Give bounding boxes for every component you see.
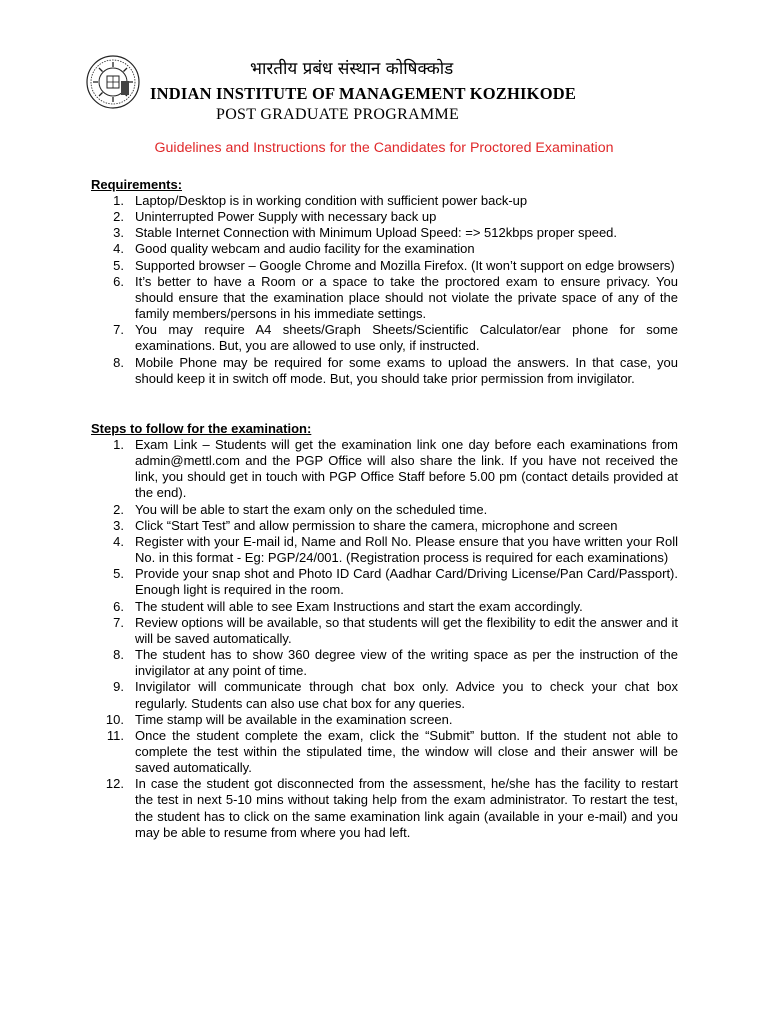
programme-name: POST GRADUATE PROGRAMME (216, 106, 460, 123)
list-item: 5. Supported browser – Google Chrome and Mozilla Firefox. (It won’t support on edge browsers) (113, 257, 675, 273)
list-item: 5. Provide your snap shot and Photo ID Card (Aadhar Card/Driving License/Pan Card/Passport). Enough light is required in the room. (113, 566, 678, 598)
list-item: 4. Good quality webcam and audio facility for the examination (113, 241, 475, 257)
institute-name-hindi: भारतीय प्रबंध संस्थान कोषिक्कोड (250, 59, 454, 79)
list-item: 3. Click “Start Test” and allow permission to share the camera, microphone and screen (113, 517, 618, 533)
institute-name: INDIAN INSTITUTE OF MANAGEMENT KOZHIKODE (150, 84, 577, 103)
iim-kozhikode-logo-icon (80, 54, 146, 110)
steps-heading: Steps to follow for the examination: (91, 421, 312, 436)
steps-list (90, 437, 678, 841)
document-title: Guidelines and Instructions for the Candidates for Proctored Examination (154, 140, 614, 156)
list-item: 4. Register with your E-mail id, Name and Roll No. Please ensure that you have written your Roll No. in this format - Eg: PGP/24/001. (Registration process is required for each examinations) (113, 533, 678, 566)
list-item: 7. You may require A4 sheets/Graph Sheets/Scientific Calculator/ear phone for some examinations. But, you are allowed to use only, if instructed. (113, 322, 678, 354)
list-item: 9. Invigilator will communicate through chat box only. Advice you to check your chat box regularly. Students can also use chat box for any queries. (113, 679, 678, 711)
list-item: 7. Review options will be available, so that students will get the flexibility to edit the answer and it will be saved automatically. (113, 614, 678, 646)
list-item: 2. Uninterrupted Power Supply with necessary back up (113, 209, 437, 225)
list-item: 11. Once the student complete the exam, click the “Submit” button. If the student not able to complete the test within the stipulated time, the window will close and their answer will be saved automatically. (106, 727, 678, 776)
list-item: 6. The student will able to see Exam Instructions and start the exam accordingly. (113, 598, 583, 614)
list-item: 1. Laptop/Desktop is in working condition with sufficient power back-up (113, 193, 528, 208)
list-item: 3. Stable Internet Connection with Minimum Upload Speed: => 512kbps proper speed. (113, 225, 618, 241)
list-item: 8. Mobile Phone may be required for some exams to upload the answers. In that case, you should keep it in switch off mode. But, you should take prior permission from invigilator. (113, 354, 678, 386)
requirements-list (90, 193, 678, 387)
list-item: 2. You will be able to start the exam only on the scheduled time. (113, 501, 488, 517)
requirements-heading: Requirements: (91, 177, 183, 192)
list-item: 6. It’s better to have a Room or a space to take the proctored exam to ensure privacy. You should ensure that the examination place should not violate the private space of any of the family members/persons in his immediate settings. (113, 273, 678, 322)
list-item: 1. Exam Link – Students will get the examination link one day before each examinations from admin@mettl.com and the PGP Office will also share the link. If you have not received the link, you should get in touch with PGP Office Staff before 5.00 pm (contact details provided at the end). (113, 437, 678, 501)
list-item: 8. The student has to show 360 degree view of the writing space as per the instruction of the invigilator at any point of time. (113, 647, 678, 679)
list-item: 12. In case the student got disconnected from the assessment, he/she has the facility to restart the test in next 5-10 mins without taking help from the exam administrator. To restart the test, the student has to click on the same examination link again (available in your e-mail) and you may be able to resume from where you had left. (105, 776, 678, 840)
list-item: 10. Time stamp will be available in the examination screen. (105, 711, 453, 727)
